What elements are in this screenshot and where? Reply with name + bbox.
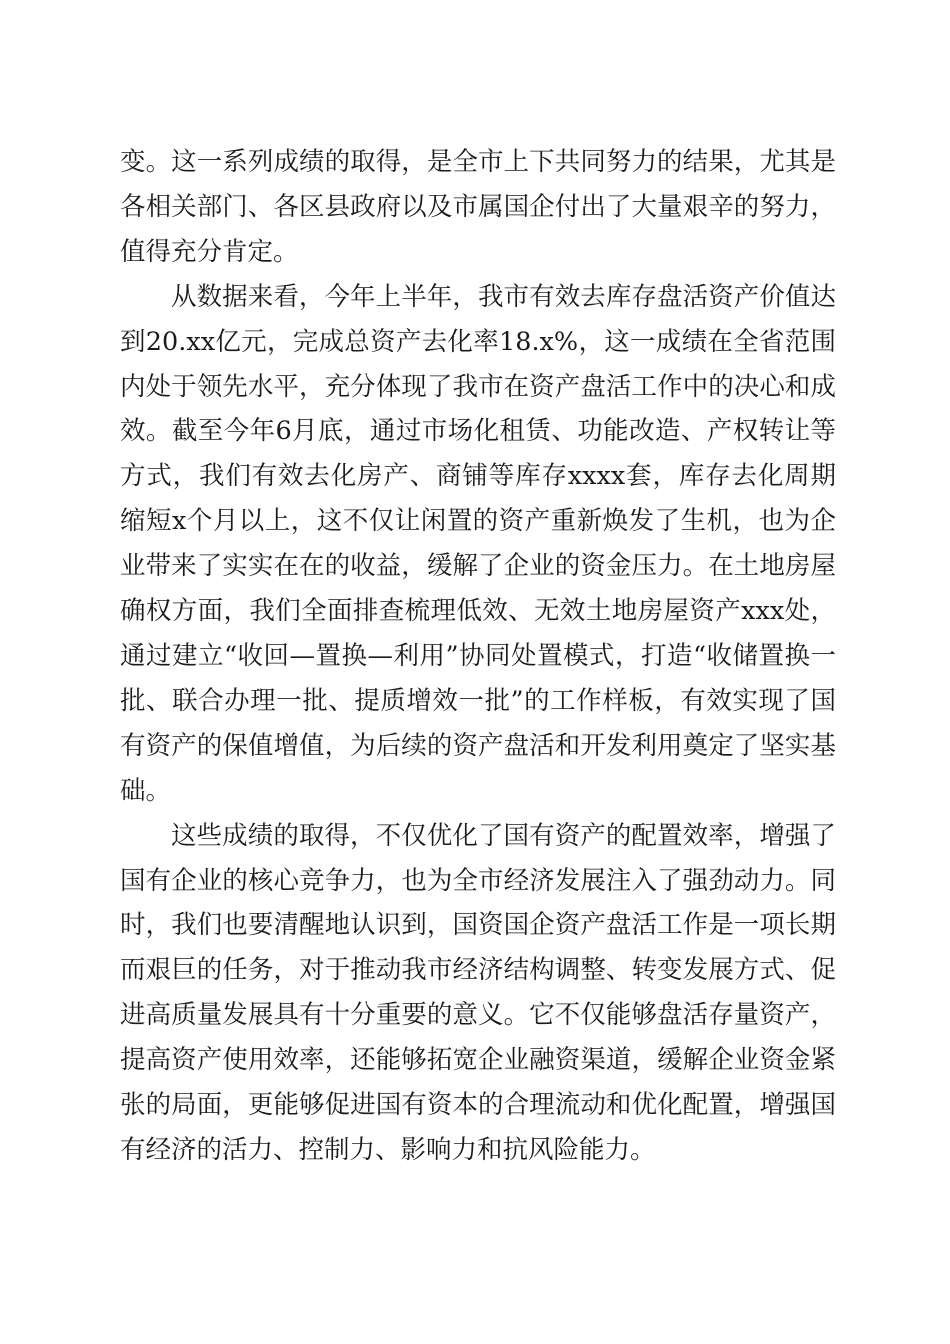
- paragraph-data-summary: 从数据来看，今年上半年，我市有效去库存盘活资产价值达到20.xx亿元，完成总资产去化率18.x%，这一成绩在全省范围内处于领先水平，充分体现了我市在资产盘活工作中的决心和成效。截至今年6月底，通过市场化租赁、功能改造、产权转让等方式，我们有效去化房产、商铺等库存xxxx套，库存去化周期缩短x个月以上，这不仅让闲置的资产重新焕发了生机，也为企业带来了实实在在的收益，缓解了企业的资金压力。在土地房屋确权方面，我们全面排查梳理低效、无效土地房屋资产xxx处，通过建立“收回—置换—利用”协同处置模式，打造“收储置换一批、联合办理一批、提质增效一批”的工作样板，有效实现了国有资产的保值增值，为后续的资产盘活和开发利用奠定了坚实基础。: [120, 281, 836, 806]
- paragraph-significance: 这些成绩的取得，不仅优化了国有资产的配置效率，增强了国有企业的核心竞争力，也为全市经济发展注入了强劲动力。同时，我们也要清醒地认识到，国资国企资产盘活工作是一项长期而艰巨的任务，对于推动我市经济结构调整、转变发展方式、促进高质量发展具有十分重要的意义。它不仅能够盘活存量资产，提高资产使用效率，还能够拓宽企业融资渠道，缓解企业资金紧张的局面，更能够促进国有资本的合理流动和优化配置，增强国有经济的活力、控制力、影响力和抗风险能力。: [120, 820, 836, 1165]
- paragraph-continuation: 变。这一系列成绩的取得，是全市上下共同努力的结果，尤其是各相关部门、各区县政府以及市属国企付出了大量艰辛的努力，值得充分肯定。: [120, 147, 836, 267]
- document-body: [120, 140, 836, 1173]
